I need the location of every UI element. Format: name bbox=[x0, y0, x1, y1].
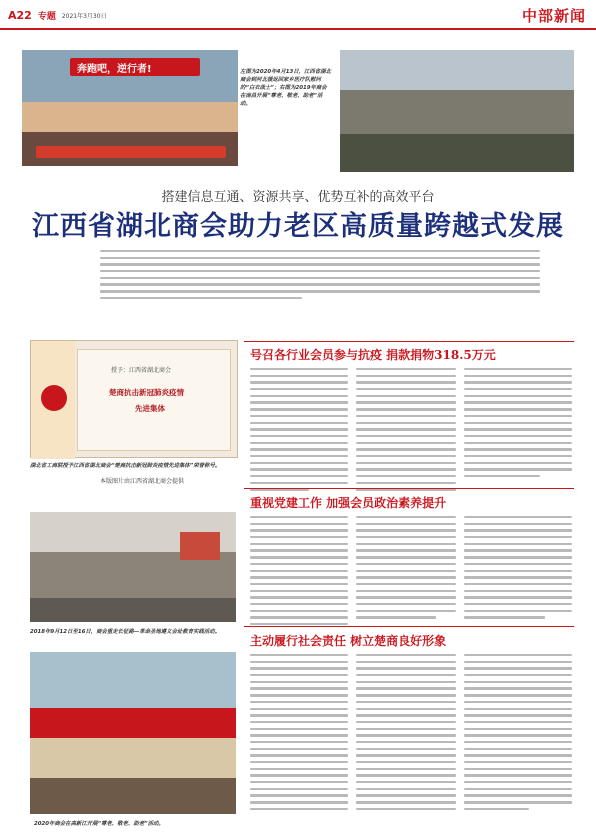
donation-col-3 bbox=[464, 368, 572, 482]
section-title-donation: 号召各行业会员参与抗疫 捐款捐物318.5万元 bbox=[250, 348, 496, 362]
responsibility-col-3 bbox=[464, 654, 572, 815]
hero-caption: 左图为2020年4月13日，江西省湖北商会到河北援返回家乡医疗队慰问的“白衣战士”；右图为2019年商会在南昌开展“尊老、敬老、助老”活动。 bbox=[240, 69, 331, 107]
certificate-collective: 先进集体 bbox=[135, 404, 165, 413]
header-left bbox=[8, 9, 107, 22]
responsibility-col-1 bbox=[250, 654, 348, 815]
section-divider bbox=[244, 341, 574, 342]
party-caption: 2018年9月12日至16日，商会重走长征路—革命圣地遵义会址教育实践活动。 bbox=[30, 629, 221, 635]
party-col-1 bbox=[250, 516, 348, 630]
seal-icon bbox=[41, 385, 67, 411]
masthead-logo: 中部新闻 bbox=[521, 7, 586, 25]
lead-paragraph bbox=[100, 250, 540, 304]
section-divider bbox=[244, 488, 574, 489]
donation-col-1 bbox=[250, 368, 348, 495]
photo-credit: 本版图片由江西省湖北商会提供 bbox=[100, 478, 185, 485]
section-label: 专题 bbox=[37, 12, 56, 22]
hero-banner-text: 奔跑吧，逆行者! bbox=[77, 64, 152, 75]
party-photo bbox=[30, 512, 236, 622]
feature-subtitle: 搭建信息互通、资源共享、优势互补的高效平台 bbox=[161, 190, 435, 205]
certificate-photo bbox=[30, 340, 238, 458]
party-col-2 bbox=[356, 516, 456, 623]
certificate-award: 楚商抗击新冠肺炎疫情 bbox=[109, 388, 184, 397]
party-col-3 bbox=[464, 516, 572, 623]
hero-photo-left bbox=[22, 50, 238, 166]
certificate-caption: 湖北省工商联授予江西省湖北商会“楚商抗击新冠肺炎疫情先进集体”荣誉称号。 bbox=[30, 463, 221, 469]
issue-date: 2021年3月30日 bbox=[61, 13, 107, 20]
donation-col-2 bbox=[356, 368, 456, 495]
section-title-responsibility: 主动履行社会责任 树立楚商良好形象 bbox=[250, 634, 447, 648]
elderly-caption: 2020年商会在高新江开展“尊老、敬老、助老”活动。 bbox=[34, 821, 164, 827]
page-number: A22 bbox=[8, 9, 32, 22]
hero-photo-right bbox=[340, 50, 574, 172]
section-title-party: 重视党建工作 加强会员政治素养提升 bbox=[250, 496, 447, 510]
feature-title: 江西省湖北商会助力老区高质量跨越式发展 bbox=[32, 211, 564, 242]
certificate-recipient: 授予：江西省湖北商会 bbox=[111, 367, 172, 374]
section-divider bbox=[244, 626, 574, 627]
responsibility-col-2 bbox=[356, 654, 456, 815]
elderly-photo bbox=[30, 652, 236, 814]
